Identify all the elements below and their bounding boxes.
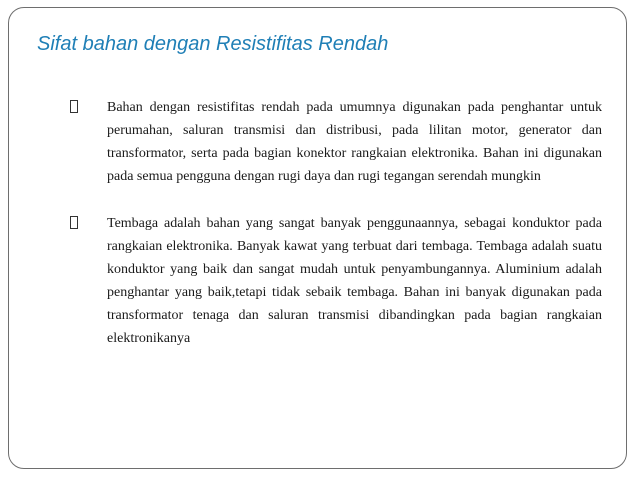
bullet-item	[70, 96, 602, 188]
square-bullet-icon	[70, 100, 78, 113]
slide-title: Sifat bahan dengan Resistifitas Rendah	[37, 33, 389, 55]
bullet-list	[70, 96, 602, 374]
bullet-text: Tembaga adalah bahan yang sangat banyak penggunaannya, sebagai konduktor pada rangkaian elektronika. Banyak kawat yang terbuat dari tembaga. Tembaga adalah suatu konduktor yang baik dan sangat mudah untuk penyambungannya. Aluminium adalah penghantar yang baik,tetapi tidak sebaik tembaga. Bahan ini banyak digunakan pada transformator tenaga dan saluran transmisi dibandingkan pada bagian rangkaian elektronikanya	[107, 216, 602, 346]
bullet-item	[70, 212, 602, 350]
square-bullet-icon	[70, 216, 78, 229]
bullet-text: Bahan dengan resistifitas rendah pada umumnya digunakan pada penghantar untuk perumahan, saluran transmisi dan distribusi, pada lilitan motor, generator dan transformator, serta pada bagian konektor rangkaian elektronika. Bahan ini digunakan pada semua pengguna dengan rugi daya dan rugi tegangan serendah mungkin	[107, 100, 602, 184]
